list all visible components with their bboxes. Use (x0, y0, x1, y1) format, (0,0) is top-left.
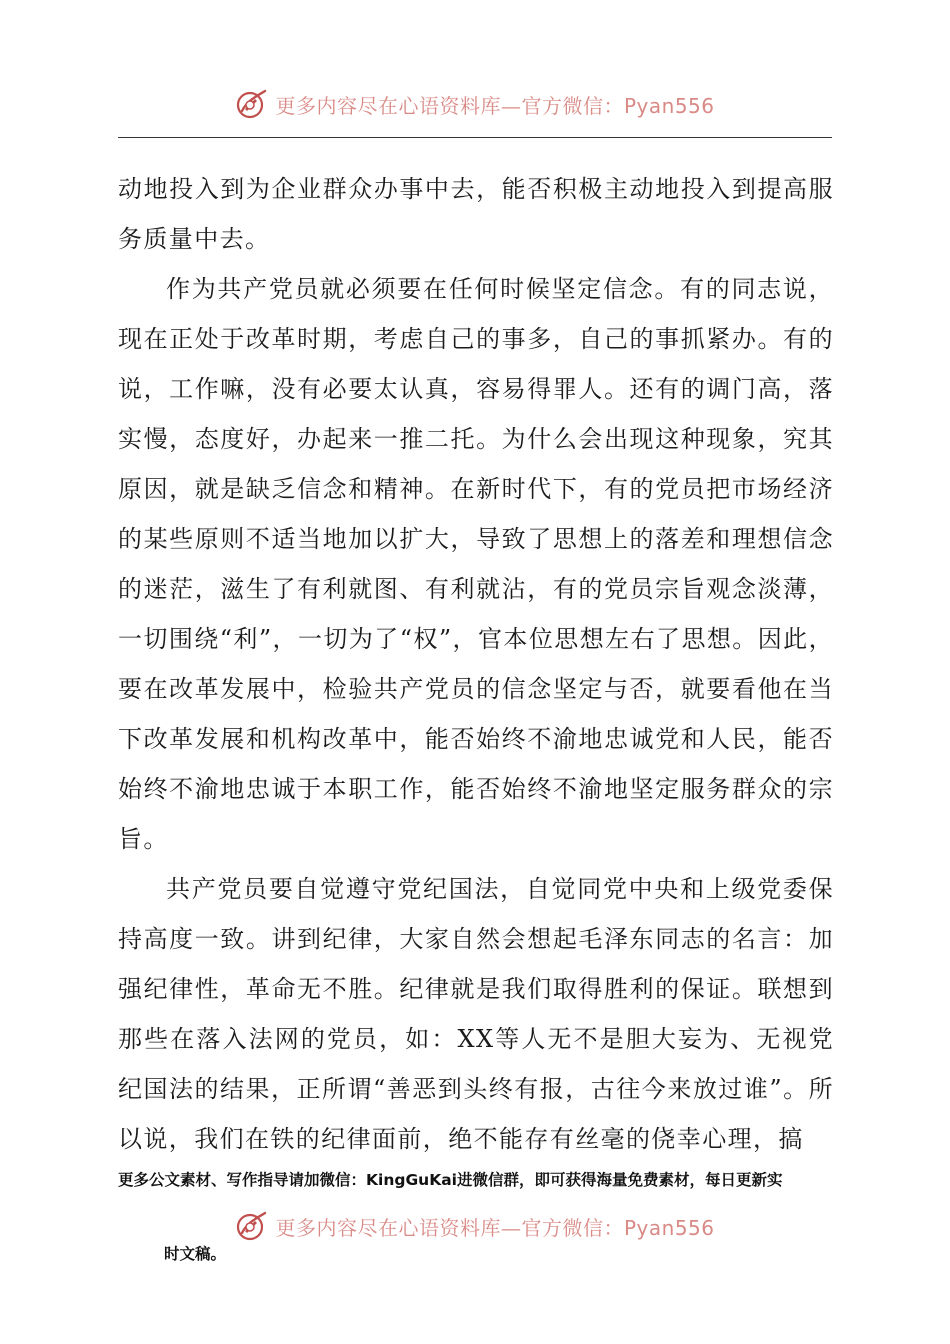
pen-swirl-logo-icon (235, 87, 269, 121)
header-brand (235, 87, 714, 121)
footer-watermark (0, 1206, 950, 1246)
footer-wechat-id: Pyan556 (623, 1215, 715, 1240)
header-brand-text: 更多内容尽在心语资料库—官方微信：Pyan556 (275, 93, 715, 118)
header-divider (118, 137, 832, 138)
paragraph-1: 动地投入到为企业群众办事中去，能否积极主动地投入到提高服务质量中去。 (118, 175, 834, 253)
footer-promo-note: 更多公文素材、写作指导请加微信：KingGuKai进微信群，即可获得海量免费素材，每日更新实 (118, 1171, 783, 1189)
paragraph-3: 共产党员要自觉遵守党纪国法，自觉同党中央和上级党委保持高度一致。讲到纪律，大家自然会想起毛泽东同志的名言：加强纪律性，革命无不胜。纪律就是我们取得胜利的保证。联想到那些在落入法网的党员，如：XX等人无不是胆大妄为、无视党纪国法的结果，正所谓“善恶到头终有报，古往今来放过谁”。所以说，我们在铁的纪律面前，绝不能存有丝毫的侥幸心理，搞 (118, 875, 834, 1153)
footer-brand (235, 1209, 714, 1243)
document-body (118, 164, 834, 1164)
paragraph-2: 作为共产党员就必须要在任何时候坚定信念。有的同志说，现在正处于改革时期，考虑自己的事多，自己的事抓紧办。有的说，工作嘛，没有必要太认真，容易得罪人。还有的调门高，落实慢，态度好，办起来一推二托。为什么会出现这种现象，究其原因，就是缺乏信念和精神。在新时代下，有的党员把市场经济的某些原则不适当地加以扩大，导致了思想上的落差和理想信念的迷茫，滋生了有利就图、有利就沾，有的党员宗旨观念淡薄，一切围绕“利”，一切为了“权”，官本位思想左右了思想。因此，要在改革发展中，检验共产党员的信念坚定与否，就要看他在当下改革发展和机构改革中，能否始终不渝地忠诚党和人民，能否始终不渝地忠诚于本职工作，能否始终不渝地坚定服务群众的宗旨。 (118, 275, 834, 853)
header-watermark (0, 84, 950, 124)
footer-brand-text: 更多内容尽在心语资料库—官方微信：Pyan556 (275, 1215, 715, 1240)
footer-note-tail: 时文稿。 (164, 1245, 227, 1263)
header-wechat-id: Pyan556 (623, 93, 715, 118)
pen-swirl-logo-icon (235, 1209, 269, 1243)
